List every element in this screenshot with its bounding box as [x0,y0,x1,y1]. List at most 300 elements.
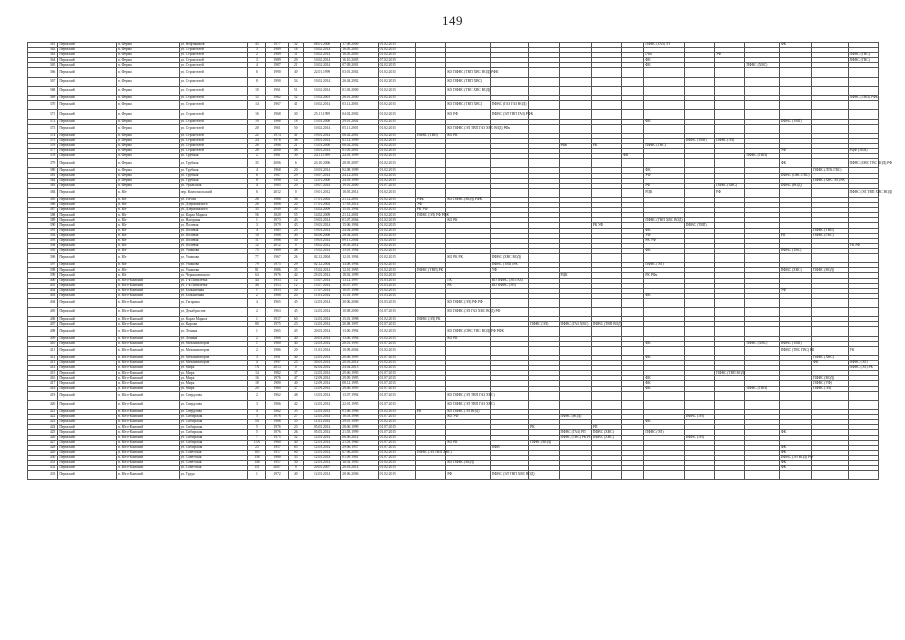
table-cell: ПФВС (ХВС) [812,356,848,361]
table-cell: ул. Свердлова [179,410,248,415]
table-cell: 1972 [266,471,288,480]
table-cell: 35 [248,159,266,168]
table-cell: КО ПФВС (ВОД) РФК [446,198,490,203]
table-cell: 8 [248,77,266,86]
table-cell: 4 [248,298,266,307]
table-cell: 25.11.1999 [303,110,340,119]
table-cell: п. Юго-Камский [116,341,179,346]
table-cell: 01.02.2015 [378,213,415,218]
table-cell: 05.11.2001 [341,124,378,133]
table-cell: ул. 1-я Пятилетка [179,278,248,283]
table-cell: 1989 [266,58,288,63]
table-cell: ПФВС (ХВС) [591,430,621,435]
table-cell: 425 [28,430,58,435]
table-cell: 1820 [266,213,288,218]
table-cell: 19.03.2014 [303,238,340,243]
table-cell [591,110,621,119]
table-cell: 15.02.2014 [303,248,340,253]
table-row [28,188,879,197]
table-cell: 407 [28,322,58,327]
table-cell: 01.02.2015 [378,228,415,233]
table-cell [779,298,811,307]
table-cell: 30 [288,154,303,159]
table-cell [591,346,621,355]
table-cell: 43 [288,218,303,223]
table-cell: КО ПФВС (ЭЛ) РФ РФ [446,298,490,307]
table-cell: ул. Сибирская [179,445,248,450]
table-cell: ул. Советская [179,460,248,465]
table-cell: ул. Строителей [179,138,248,143]
table-cell: 35 [248,208,266,213]
table-cell: РК [591,143,621,148]
table-cell: 1966 [266,198,288,203]
table-cell [529,346,559,355]
table-cell: п. Юг [116,254,179,263]
table-cell: 13.06.1994 [341,327,378,336]
table-cell: Пермский [58,133,117,138]
table-cell: 10 [248,233,266,238]
table-row [28,400,879,409]
table-cell: ул. Строителей [179,68,248,77]
table-cell: 3 [248,400,266,409]
table-cell: п. Юг [116,268,179,273]
table-cell: 10.07.1998 [341,288,378,293]
table-cell: 21.03.1999 [341,430,378,435]
table-cell [591,391,621,400]
table-cell: 20.06.1995 [341,356,378,361]
table-cell: п. Ферма [116,178,179,183]
table-cell: п. Юг [116,273,179,278]
table-cell: ул. Строителей [179,101,248,110]
table-cell [779,254,811,263]
table-cell: 2 [248,293,266,298]
table-cell: ПФВС (ХВС ВОД) [490,254,528,263]
table-cell: 40 [288,68,303,77]
table-cell: 01.02.2015 [378,86,415,95]
table-row [28,124,879,133]
table-cell: Пермский [58,381,117,386]
table-cell: п. Юго-Камский [116,356,179,361]
table-cell: 01.02.2015 [378,317,415,322]
table-cell: 25 [288,228,303,233]
table-cell: Пермский [58,450,117,455]
table-cell: Пермский [58,138,117,143]
table-cell: 12 [248,243,266,248]
table-cell: 392 [28,233,58,238]
table-cell: 01.02.2015 [378,243,415,248]
table-cell: ул. Ленина [179,336,248,341]
table-cell [416,400,446,409]
table-cell: Пермский [58,415,117,420]
table-row [28,159,879,168]
table-cell [848,77,878,86]
table-cell: 12.03.2014 [303,450,340,455]
table-cell: 01.02.2015 [378,43,415,48]
table-cell: УФ [715,53,745,58]
table-cell: РП [779,233,811,238]
table-cell: 01.07.2015 [378,425,415,430]
table-cell: 40 [288,356,303,361]
table-cell: 1917 [266,450,288,455]
table-cell: 12.03.2014 [303,400,340,409]
table-cell [812,124,848,133]
table-cell: Пермский [58,124,117,133]
table-cell: ул. Свердлова [179,391,248,400]
table-cell [529,327,559,336]
table-cell: 19.03.2014 [303,218,340,223]
table-cell: 1957 [266,460,288,465]
table-cell: 20 [288,168,303,173]
table-cell [529,159,559,168]
table-cell: п. Ферма [116,53,179,58]
table-cell: 29.01.1999 [341,420,378,425]
table-cell: 364 [28,58,58,63]
table-cell [715,254,745,263]
table-cell: 24.04.2006 [341,228,378,233]
table-cell: 24.03.1999 [341,154,378,159]
table-cell [745,308,779,317]
table-cell: 22 [248,133,266,138]
table-cell: 12.03.2014 [303,341,340,346]
table-cell: 01.07.2015 [378,445,415,450]
table-cell: 1 [248,327,266,336]
table-cell: Пермский [58,198,117,203]
table-cell: 11.03.2014 [303,293,340,298]
table-cell [779,400,811,409]
table-cell: Пермский [58,293,117,298]
table-cell [644,86,684,95]
table-cell [644,400,684,409]
table-cell: 77 [248,254,266,263]
table-cell: 1976 [266,138,288,143]
table-cell: 40 [288,336,303,341]
table-cell [745,68,779,77]
table-cell: 01.07.2015 [378,415,415,420]
table-cell [644,110,684,119]
table-cell: 1980 [266,386,288,391]
table-cell: 12.03.2014 [303,371,340,376]
table-cell: п. Юг [116,228,179,233]
table-cell: 20 [288,58,303,63]
table-cell: ПФВС (ГАЗ) РП [559,430,591,435]
table-cell: п. Юго-Камский [116,435,179,440]
table-cell: 408 [28,327,58,336]
table-cell: КО ПФВС (ЭЛ ТВП ГАЗ ХВС ВОД) РФк [446,124,490,133]
table-cell: 138 [248,455,266,460]
table-cell: РЦФ (ТВП) [848,149,878,154]
table-cell: 389 [28,218,58,223]
table-cell: 16.03.1998 [341,415,378,420]
table-cell: 48 [288,391,303,400]
table-cell [490,298,528,307]
table-cell [591,471,621,480]
table-cell [559,77,591,86]
table-cell: 48 [288,149,303,154]
table-cell: п. Ферма [116,110,179,119]
table-cell: КО РК [446,440,490,445]
table-cell [559,110,591,119]
table-cell: РК [416,410,446,415]
table-cell: п. Ферма [116,133,179,138]
table-cell: ул. Дзержинского [179,203,248,208]
table-cell: ул. Труда [179,471,248,480]
table-cell: 01.02.2015 [378,208,415,213]
table-cell: ПФВС (ТВС) [779,248,811,253]
table-cell: 01.02.2015 [378,110,415,119]
table-cell: ул. Полевая [179,233,248,238]
table-cell: КО РК [446,133,490,138]
table-cell: Пермский [58,86,117,95]
table-cell: Пермский [58,466,117,471]
table-cell: УФ [416,203,446,208]
table-cell: п. Ферма [116,119,179,124]
table-cell: 01.02.2015 [378,466,415,471]
table-cell: 47 [288,376,303,381]
table-cell [529,77,559,86]
table-cell: 32 [288,43,303,48]
table-cell: 12.03.2014 [303,445,340,450]
table-cell [684,124,714,133]
table-cell: ул. Нагорная [179,218,248,223]
table-cell: 60 [288,317,303,322]
table-cell: п. Юг [116,203,179,208]
table-cell: 01.07.2015 [378,400,415,409]
table-cell: ул. Полевая [179,238,248,243]
table-cell [490,77,528,86]
table-cell: 12.03.2014 [303,410,340,415]
table-row [28,391,879,400]
table-cell: п. Юго-Камский [116,425,179,430]
table-cell: 431 [28,460,58,465]
table-cell [446,159,490,168]
table-cell: п. Юго-Камский [116,288,179,293]
table-cell: п. Юго-Камский [116,420,179,425]
table-cell: п. Юго-Камский [116,317,179,322]
table-cell: 5А [248,420,266,425]
table-cell [715,327,745,336]
table-cell: ФК [779,159,811,168]
table-row [28,101,879,110]
table-cell: 01.02.2015 [378,198,415,203]
table-cell: 2 [248,154,266,159]
table-cell: 12.03.2014 [303,435,340,440]
table-cell: 01.02.2015 [378,263,415,268]
table-cell [745,110,779,119]
table-cell [779,68,811,77]
table-cell [529,298,559,307]
table-cell: 1986 [266,233,288,238]
table-cell: 1976 [266,376,288,381]
table-cell: ПФВС (ТВП) [779,119,811,124]
table-cell: п. Ферма [116,58,179,63]
table-cell: п. Ферма [116,43,179,48]
table-cell: 385 [28,198,58,203]
table-cell: 2006 [266,159,288,168]
table-cell: п. Юго-Камский [116,322,179,327]
table-cell: 390 [28,223,58,228]
table-cell: 03.12.2001 [341,101,378,110]
table-cell: 1981 [266,154,288,159]
table-cell: 146 [248,460,266,465]
table-cell: 03.01.2002 [341,68,378,77]
table-cell: п. Ферма [116,101,179,110]
table-cell [529,124,559,133]
table-cell [812,471,848,480]
table-cell: 23 [288,322,303,327]
table-cell: 7А [248,366,266,371]
table-cell: п. Юго-Камский [116,278,179,283]
table-cell: 45 [288,327,303,336]
table-cell: 1960 [266,440,288,445]
table-cell: п. Юго-Камский [116,293,179,298]
table-cell: п. Юго-Камский [116,386,179,391]
table-cell: 1989 [266,53,288,58]
table-cell: 40 [288,233,303,238]
table-cell: 13.07.1994 [341,391,378,400]
table-cell: 36 [288,138,303,143]
table-cell [812,68,848,77]
table-row [28,254,879,263]
table-cell: 18 [248,381,266,386]
table-cell [529,391,559,400]
table-cell: 14 [248,101,266,110]
table-cell [715,101,745,110]
table-cell: 29.01.2002 [341,119,378,124]
table-cell [490,86,528,95]
table-cell: ул. Строителей [179,119,248,124]
table-cell: 10.02.2014 [303,58,340,63]
table-cell: 1990 [266,77,288,86]
table-cell [779,124,811,133]
table-cell [559,188,591,197]
table-cell [812,101,848,110]
table-cell: ФК [644,386,684,391]
table-cell: 380 [28,168,58,173]
table-cell: ПФВС (ОВС ГВС ВОД) РФ [848,159,878,168]
table-cell: ФК [779,43,811,48]
table-cell: 410 [28,341,58,346]
table-cell: 11 [248,238,266,243]
table-cell [490,400,528,409]
table-cell: 79 [248,263,266,268]
table-cell [559,159,591,168]
table-cell: 16 [288,48,303,53]
table-cell: Пермский [58,223,117,228]
table-cell [848,110,878,119]
table-cell: Пермский [58,420,117,425]
table-cell: 1977 [266,43,288,48]
table-cell: 384 [28,188,58,197]
table-cell: 01.02.2015 [378,327,415,336]
table-cell: 01.02.2015 [378,173,415,178]
table-cell: ФК [644,63,684,68]
table-cell: 387 [28,208,58,213]
table-cell: 1962 [266,96,288,101]
table-cell: 11 [288,53,303,58]
table-cell: 398 [28,268,58,273]
table-cell: ПФВС (ХВС) [745,63,779,68]
table-row [28,471,879,480]
table-cell: 19.01.2012 [303,188,340,197]
table-cell: 388 [28,213,58,218]
table-cell: 44 [248,278,266,283]
table-cell: 1 [248,317,266,322]
table-cell [812,391,848,400]
table-cell: 01.02.2015 [378,143,415,148]
table-cell: ПФВС (ГАЗ ГАЗ ВОД) [490,101,528,110]
table-cell: КО РФ [446,110,490,119]
table-cell: 23 [248,445,266,450]
table-cell: 12.03.2014 [303,440,340,445]
table-cell: 1988 [266,119,288,124]
table-cell: 378 [28,154,58,159]
table-cell: 01.02.2015 [378,410,415,415]
table-cell: ул. Советская [179,455,248,460]
table-cell: 01.02.2015 [378,77,415,86]
table-cell: 3 [248,48,266,53]
table-cell: 30.03.2014 [303,361,340,366]
table-cell: 2012 [266,188,288,197]
table-cell [559,101,591,110]
table-cell: 20 [248,386,266,391]
table-cell [644,124,684,133]
table-cell: Пермский [58,183,117,188]
table-cell: 25 [288,361,303,366]
table-cell [416,327,446,336]
table-cell: п. Юг [116,208,179,213]
table-cell: 370 [28,101,58,110]
table-cell: 01.02.2015 [378,124,415,133]
table-cell: 1980 [266,455,288,460]
table-cell: 01.07.2004 [341,218,378,223]
table-cell [745,471,779,480]
table-cell: ул. Мира [179,371,248,376]
table-cell: РП [591,425,621,430]
table-cell: 01.02.2015 [378,159,415,168]
table-cell [848,124,878,133]
table-cell [529,68,559,77]
table-cell: 01.07.2015 [378,376,415,381]
table-cell [715,124,745,133]
table-cell: 16.05.2005 [341,48,378,53]
table-cell: 15А [248,440,266,445]
table-cell: Пермский [58,273,117,278]
table-cell: 382 [28,178,58,183]
table-cell [559,68,591,77]
table-cell: Пермский [58,254,117,263]
table-cell: 42 [288,400,303,409]
table-cell: п. Юго-Камский [116,445,179,450]
table-cell: ФК [644,420,684,425]
table-cell [529,110,559,119]
table-cell: УФ [644,173,684,178]
table-cell: ПФВС (ТВП) [684,223,714,228]
table-cell: 15.01.1994 [341,208,378,213]
table-cell: 30 [288,110,303,119]
table-cell: ул. Чернышевского [179,273,248,278]
table-cell: 5 [248,415,266,420]
table-cell [644,308,684,317]
table-cell: 01.02.2015 [378,96,415,101]
table-cell: ПФВС (ВОД) [559,415,591,420]
table-cell: ул. Больничная [179,288,248,293]
table-cell [812,346,848,355]
table-cell: 24.10.2006 [303,159,340,168]
table-cell: Пермский [58,43,117,48]
table-cell [416,308,446,317]
table-cell: 21.03.1960 [341,440,378,445]
table-cell [812,327,848,336]
